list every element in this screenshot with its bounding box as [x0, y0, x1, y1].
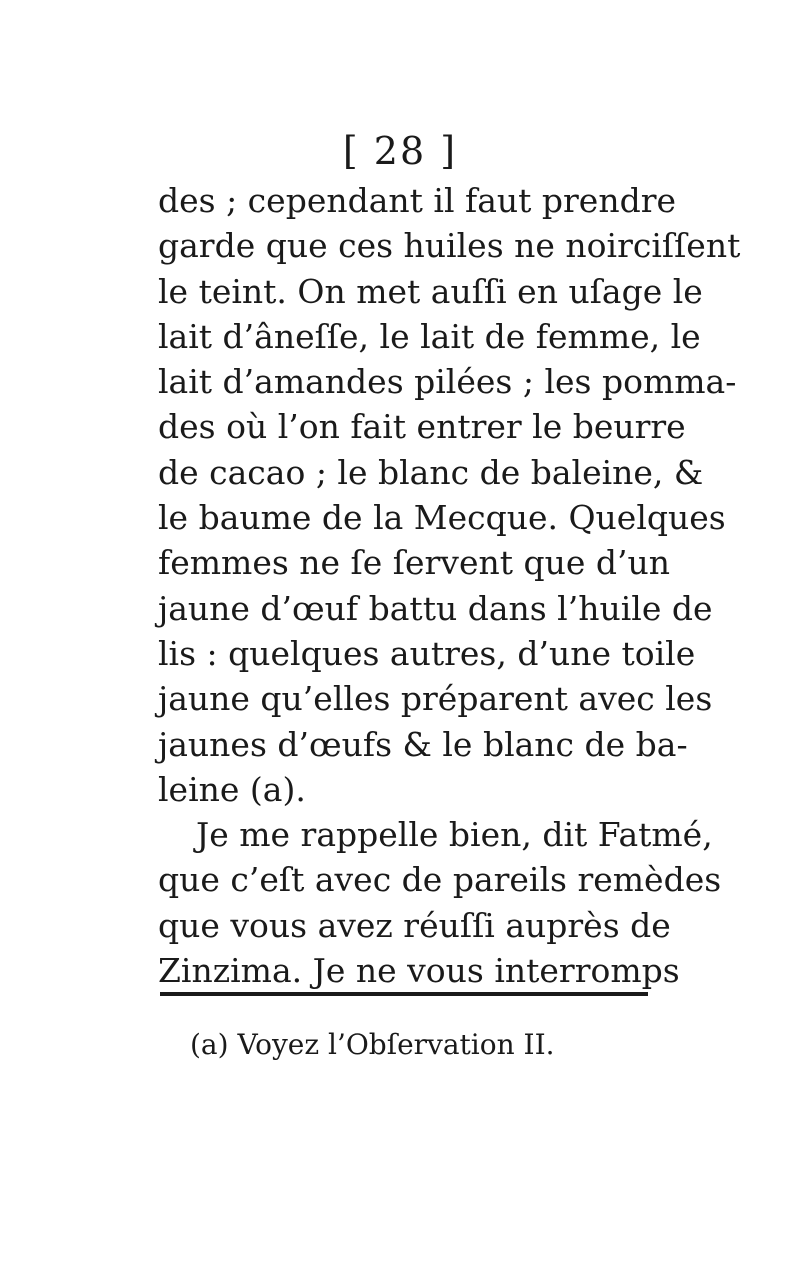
- text-line: leine (a).: [158, 769, 306, 809]
- text-line: Zinzima. Je ne vous interromps: [158, 951, 680, 991]
- text-line: que vous avez réuſſi auprès de: [158, 905, 671, 945]
- footnote: (a) Voyez l’Obſervation II.: [190, 1028, 555, 1061]
- footnote-rule: [160, 992, 648, 996]
- text-line: des où l’on fait entrer le beurre: [158, 407, 686, 447]
- text-line: femmes ne ſe ſervent que d’un: [158, 543, 670, 583]
- body-text: [158, 178, 741, 993]
- text-line: lait d’âneſſe, le lait de femme, le: [158, 316, 701, 356]
- text-line: de cacao ; le blanc de baleine, &: [158, 452, 704, 492]
- page-number: [ 28 ]: [342, 129, 458, 173]
- text-line: jaunes d’œufs & le blanc de ba-: [158, 724, 688, 764]
- text-line: des ; cependant il faut prendre: [158, 181, 677, 220]
- text-line: jaune qu’elles préparent avec les: [158, 679, 713, 719]
- text-line: garde que ces huiles ne noirciſſent: [158, 226, 741, 266]
- text-line: que c’eſt avec de pareils remèdes: [158, 860, 722, 900]
- text-line: jaune d’œuf battu dans l’huile de: [158, 588, 713, 628]
- text-line: lis : quelques autres, d’une toile: [158, 633, 696, 673]
- text-line: le teint. On met auſſi en uſage le: [158, 271, 703, 311]
- text-line: Je me rappelle bien, dit Fatmé,: [196, 815, 713, 855]
- text-line: lait d’amandes pilées ; les pomma-: [158, 362, 737, 402]
- text-line: le baume de la Mecque. Quelques: [158, 498, 726, 538]
